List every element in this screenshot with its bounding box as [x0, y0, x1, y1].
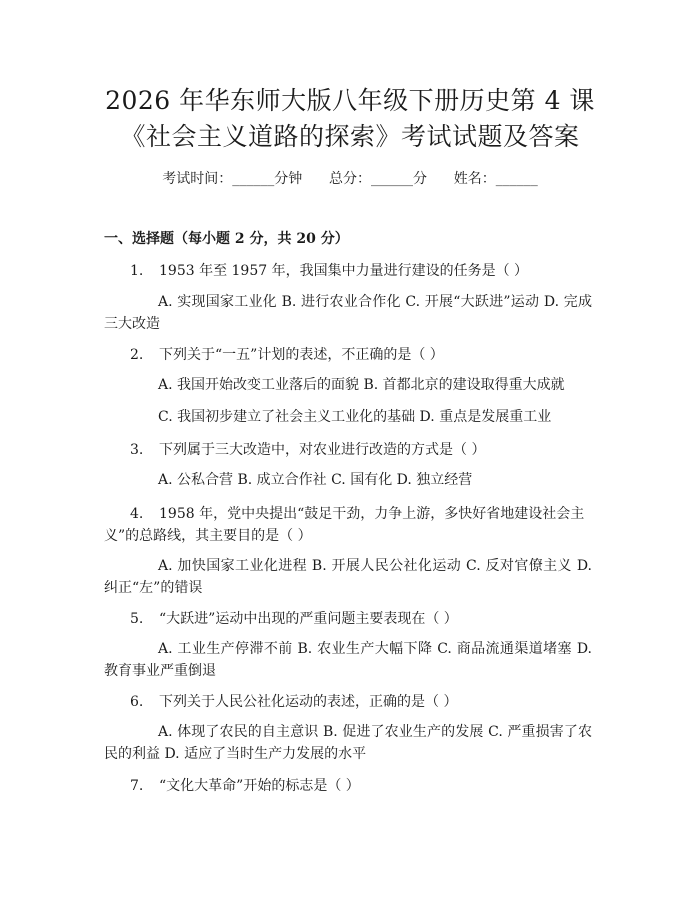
question-text: 1958 年，党中央提出“鼓足干劲，力争上游，多快好省地建设社会主义”的总路线，其主要目的是（ ） — [104, 506, 585, 544]
question-2 — [130, 345, 600, 365]
question-1-options: A. 实现国家工业化 B. 进行农业合作化 C. 开展“大跃进”运动 D. 完成三大改造 — [104, 294, 592, 332]
question-number: 6. — [130, 694, 144, 710]
question-text: 1953 年至 1957 年，我国集中力量进行建设的任务是（ ） — [159, 263, 529, 279]
document-title-line-2: 《社会主义道路的探索》考试试题及答案 — [120, 122, 580, 151]
question-2-options-c-d: C. 我国初步建立了社会主义工业化的基础 D. 重点是发展重工业 — [158, 409, 552, 425]
question-5-options: A. 工业生产停滞不前 B. 农业生产大幅下降 C. 商品流通渠道堵塞 D. 教育事业严重倒退 — [104, 641, 592, 679]
document-title-line-1: 2026 年华东师大版八年级下册历史第 4 课 — [105, 86, 595, 115]
question-number: 3. — [130, 442, 144, 458]
question-1 — [130, 261, 600, 281]
question-number: 1. — [130, 263, 144, 279]
question-text: 下列关于“一五”计划的表述，不正确的是（ ） — [159, 347, 444, 363]
question-6-options: A. 体现了农民的自主意识 B. 促进了农业生产的发展 C. 严重损害了农民的利益 D. 适应了当时生产力发展的水平 — [104, 724, 592, 762]
question-number: 5. — [130, 611, 144, 627]
question-number: 2. — [130, 347, 144, 363]
question-number: 7. — [130, 778, 144, 794]
question-3-options: A. 公私合营 B. 成立合作社 C. 国有化 D. 独立经营 — [158, 472, 473, 488]
question-text: 下列关于人民公社化运动的表述，正确的是（ ） — [159, 694, 458, 710]
question-number: 4. — [130, 506, 144, 522]
question-4 — [104, 503, 586, 547]
question-7 — [130, 776, 600, 796]
question-4-options: A. 加快国家工业化进程 B. 开展人民公社化运动 C. 反对官僚主义 D. 纠正“左”的错误 — [104, 558, 592, 596]
question-5 — [130, 609, 600, 629]
question-text: 下列属于三大改造中，对农业进行改造的方式是（ ） — [159, 442, 486, 458]
exam-info: 考试时间：______分钟 总分：______分 姓名：______ — [162, 171, 538, 187]
question-text: “大跃进”运动中出现的严重问题主要表现在（ ） — [159, 611, 458, 627]
question-6 — [130, 692, 600, 712]
question-text: “文化大革命”开始的标志是（ ） — [159, 778, 360, 794]
section-heading: 一、选择题（每小题 2 分，共 20 分） — [104, 231, 349, 247]
question-3 — [130, 440, 600, 460]
question-2-options-a-b: A. 我国开始改变工业落后的面貌 B. 首都北京的建设取得重大成就 — [158, 377, 565, 393]
